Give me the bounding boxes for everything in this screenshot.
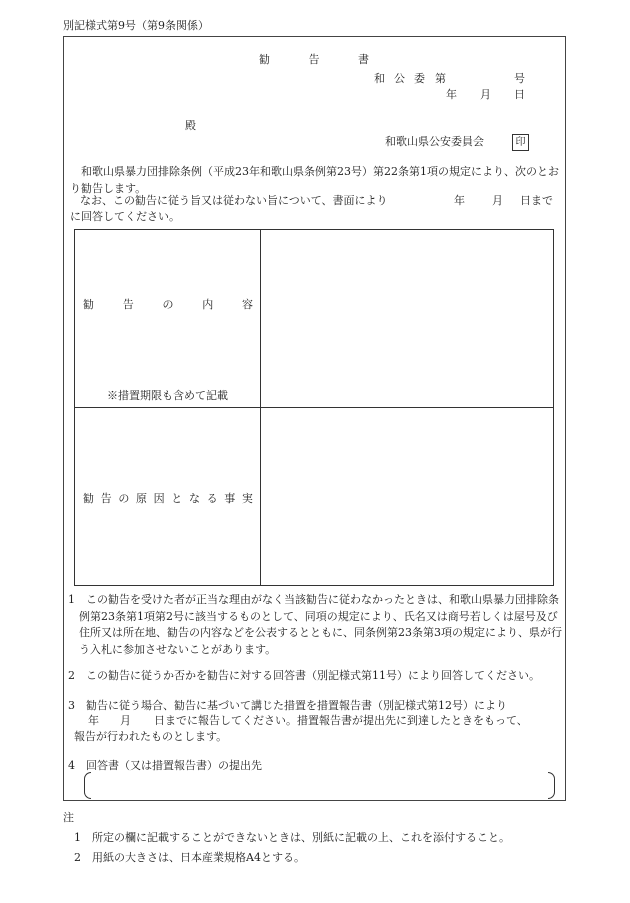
note-3-line-2 bbox=[88, 715, 558, 727]
recommendation-cause-label bbox=[83, 493, 253, 504]
body-paragraph-2-line-2: に回答してください。 bbox=[70, 210, 180, 223]
document-number-line bbox=[374, 73, 526, 85]
label-char: の bbox=[118, 492, 130, 505]
seal-mark: 印 bbox=[512, 134, 529, 151]
number-char: 委 bbox=[414, 72, 425, 85]
label-char: 告 bbox=[122, 298, 134, 311]
label-char: 告 bbox=[100, 492, 112, 505]
date-char: 日 bbox=[514, 88, 525, 101]
deadline-month: 月 bbox=[492, 194, 503, 207]
note-1: 1 この勧告を受けた者が正当な理由がなく当該勧告に従わなかったときは、和歌山県暴力団排除条例第23条第1項第2号に該当するものとして、同項の規定により、氏名又は商号若しくは屋号及び住所又は所在地、勧告の内容などを公表するとともに、同条例第23条第3項の規定により、県が行う入札に参加させないことがあります。 bbox=[68, 593, 562, 656]
recommendation-content-label bbox=[83, 299, 253, 310]
date-char: 月 bbox=[480, 88, 491, 101]
note-3-line-3: 報告が行われたものとします。 bbox=[74, 730, 228, 743]
label-char: 因 bbox=[153, 492, 165, 505]
report-deadline-text: 日までに報告してください。措置報告書が提出先に到達したときをもって、 bbox=[154, 714, 528, 727]
label-char: 容 bbox=[242, 298, 253, 311]
title-char: 書 bbox=[358, 53, 369, 66]
report-year: 年 bbox=[88, 714, 99, 727]
number-char: 和 bbox=[374, 72, 385, 85]
note-3-line-1: 3 勧告に従う場合、勧告に基づいて講じた措置を措置報告書（別記様式第12号）により bbox=[68, 699, 507, 712]
date-char: 年 bbox=[446, 88, 457, 101]
title-char: 勧 bbox=[259, 53, 270, 66]
submission-destination-field[interactable] bbox=[84, 772, 555, 799]
document-title bbox=[259, 54, 369, 65]
content-cell[interactable] bbox=[261, 230, 553, 406]
label-char: る bbox=[206, 492, 218, 505]
report-month: 月 bbox=[120, 714, 131, 727]
label-char: 勧 bbox=[83, 492, 94, 505]
cause-cell[interactable] bbox=[261, 408, 553, 585]
footnote-item: 2 用紙の大きさは、日本産業規格A4とする。 bbox=[74, 851, 305, 864]
body-text: なお、この勧告に従う旨又は従わない旨について、書面により bbox=[80, 194, 388, 207]
body-paragraph-2-line-1 bbox=[80, 195, 564, 207]
number-char: 第 bbox=[435, 72, 446, 85]
label-char: 勧 bbox=[83, 298, 94, 311]
form-number-header: 別記様式第9号（第9条関係） bbox=[63, 19, 209, 32]
addressee-suffix: 殿 bbox=[185, 119, 196, 132]
footnote-heading: 注 bbox=[63, 811, 74, 824]
label-char: 内 bbox=[202, 298, 214, 311]
number-char: 号 bbox=[514, 72, 525, 85]
issuer-name: 和歌山県公安委員会 bbox=[385, 135, 484, 148]
deadline-day: 日まで bbox=[520, 194, 553, 207]
label-char: な bbox=[188, 492, 200, 505]
footnote-item: 1 所定の欄に記載することができないときは、別紙に記載の上、これを添付すること。 bbox=[74, 831, 510, 844]
bracket-right bbox=[548, 772, 555, 799]
title-char: 告 bbox=[308, 53, 320, 66]
deadline-year: 年 bbox=[454, 194, 465, 207]
label-char: 事 bbox=[224, 492, 236, 505]
number-char: 公 bbox=[394, 72, 405, 85]
label-char: 原 bbox=[135, 492, 147, 505]
note-4: 4 回答書（又は措置報告書）の提出先 bbox=[68, 759, 262, 772]
body-paragraph-1: 和歌山県暴力団排除条例（平成23年和歌山県条例第23号）第22条第1項の規定により、次のとおり勧告します。 bbox=[70, 165, 559, 195]
recommendation-table bbox=[74, 229, 554, 586]
deadline-note: ※措置期限も含めて記載 bbox=[107, 389, 228, 402]
label-char: の bbox=[162, 298, 174, 311]
label-char: 実 bbox=[241, 492, 253, 505]
bracket-left bbox=[84, 772, 91, 799]
label-char: と bbox=[171, 492, 183, 505]
note-2: 2 この勧告に従うか否かを勧告に対する回答書（別記様式第11号）により回答してください。 bbox=[68, 669, 540, 682]
document-date-line bbox=[446, 89, 526, 101]
